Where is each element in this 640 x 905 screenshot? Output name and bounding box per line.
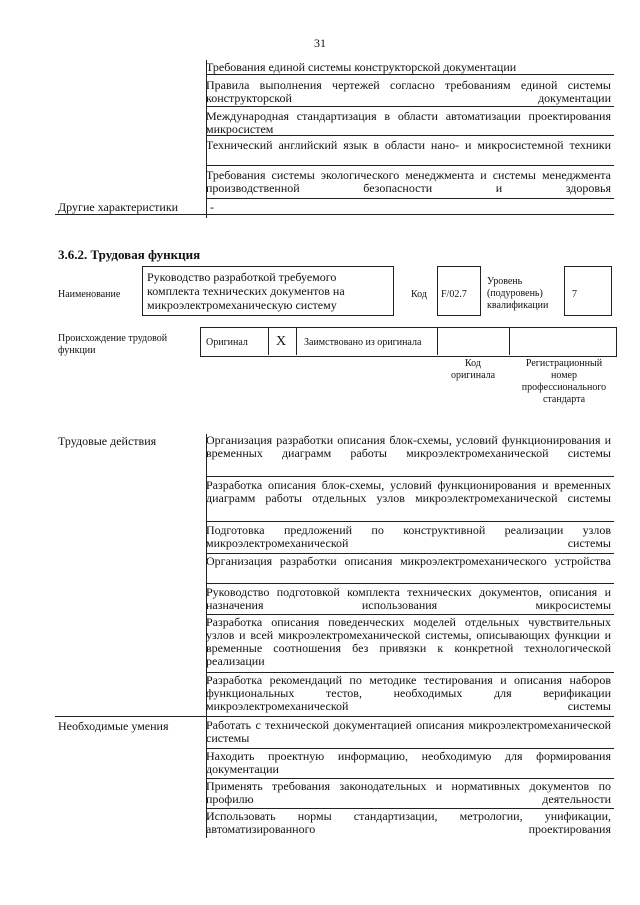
code-label: Код <box>411 289 427 300</box>
skill-item: Находить проектную информацию, необходимую для формирования документации <box>206 749 611 776</box>
reg-caption: Регистрационный номер профессионального стандарта <box>521 358 607 405</box>
skill-item: Работать с технической документацией описания микроэлектромеханической системы <box>206 718 611 745</box>
action-item: Разработка рекомендаций по методике тестирования и описания наборов функциональных тестов, необходимых для верификации микроэлектромеханической системы <box>206 673 611 713</box>
knowledge-item: Требования системы экологического менеджмента и системы менеджмента производственной безопасности и здоровья <box>206 168 611 195</box>
actions-label: Трудовые действия <box>58 434 157 448</box>
origin-divider <box>437 327 438 355</box>
code-caption: Код оригинала <box>450 358 496 381</box>
skill-item: Применять требования законодательных и нормативных документов по профилю деятельности <box>206 779 611 806</box>
origin-divider <box>268 327 269 355</box>
origin-label: Происхождение трудовой функции <box>58 333 168 356</box>
row-divider <box>206 74 614 75</box>
action-item: Руководство подготовкой комплекта технических документов, описания и назначения использования микросистемы <box>206 585 611 612</box>
origin-borrowed: Заимствовано из оригинала <box>304 337 422 348</box>
origin-original: Оригинал <box>206 337 248 348</box>
level-value: 7 <box>572 289 577 300</box>
action-item: Организация разработки описания микроэлектромеханического устройства <box>206 554 611 568</box>
row-divider <box>206 476 614 477</box>
action-item: Организация разработки описания блок-схемы, условий функционирования и временных диаграмм работы микроэлектромеханической системы <box>206 433 611 460</box>
knowledge-item: Требования единой системы конструкторской документации <box>206 60 517 74</box>
page-number: 31 <box>314 36 326 50</box>
action-item: Подготовка предложений по конструктивной реализации узлов микроэлектромеханической системы <box>206 523 611 550</box>
row-divider <box>55 716 614 717</box>
name-label: Наименование <box>58 289 121 300</box>
row-divider <box>206 198 614 199</box>
row-divider <box>206 521 614 522</box>
row-divider <box>206 165 614 166</box>
knowledge-item: Технический английский язык в области нано- и микросистемной техники <box>206 138 611 152</box>
other-characteristics-label: Другие характеристики <box>58 200 179 214</box>
row-divider <box>206 583 614 584</box>
origin-divider <box>296 327 297 355</box>
action-item: Разработка описания поведенческих моделей отдельных чувствительных узлов и всей микроэлектромеханической системы, описывающих функции и временные соотношения без привязки к конкретной технологической реализации <box>206 615 611 668</box>
other-characteristics-value: - <box>210 200 214 214</box>
knowledge-item: Международная стандартизация в области автоматизации проектирования микросистем <box>206 109 611 136</box>
action-item: Разработка описания блок-схемы, условий функционирования и временных диаграмм работы отдельных узлов микроэлектромеханической системы <box>206 478 611 505</box>
skills-label: Необходимые умения <box>58 719 169 733</box>
skill-item: Использовать нормы стандартизации, метрологии, унификации, автоматизированного проектирования <box>206 809 611 836</box>
origin-mark: X <box>276 334 287 349</box>
row-divider <box>206 106 614 107</box>
section-title: 3.6.2. Трудовая функция <box>58 247 201 262</box>
code-value: F/02.7 <box>441 289 467 300</box>
knowledge-item: Правила выполнения чертежей согласно требованиям единой системы конструкторской документации <box>206 78 611 105</box>
origin-divider <box>509 327 510 355</box>
level-label: Уровень (подуровень) квалификации <box>487 276 549 311</box>
function-name: Руководство разработкой требуемого комплекта технических документов на микроэлектромеханическую систему <box>147 270 345 312</box>
